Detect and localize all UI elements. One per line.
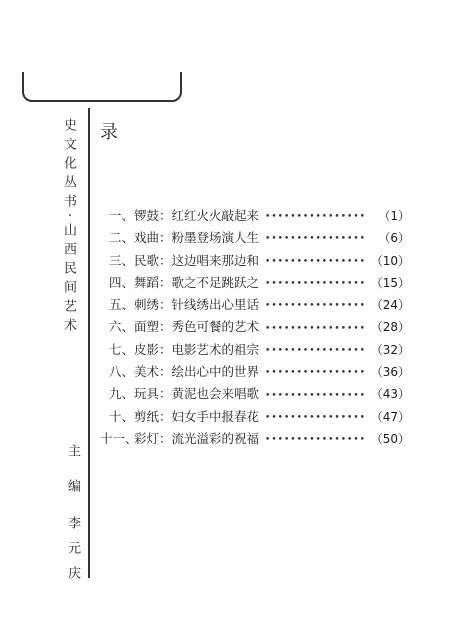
toc-leader-dots bbox=[265, 368, 366, 378]
toc-title: 针线绣出心里话 bbox=[171, 297, 260, 313]
toc-genre: 戏曲： bbox=[134, 230, 172, 246]
toc-page: （47） bbox=[370, 409, 410, 424]
toc-entry[interactable] bbox=[100, 228, 410, 250]
toc-leader-dots bbox=[265, 391, 366, 401]
toc-page: （32） bbox=[370, 342, 410, 357]
toc-title: 绘出心中的世界 bbox=[171, 364, 260, 380]
toc-leader-dots bbox=[265, 257, 366, 267]
toc-page: （50） bbox=[370, 431, 410, 446]
toc-genre: 剪纸： bbox=[134, 408, 172, 424]
toc-leader-dots bbox=[265, 234, 366, 244]
toc-title: 红红火火敲起来 bbox=[171, 208, 260, 223]
toc-title: 粉墨登场演人生 bbox=[171, 230, 260, 246]
toc-leader-dots bbox=[265, 279, 366, 289]
toc-entry[interactable] bbox=[100, 251, 410, 273]
toc-genre: 刺绣： bbox=[134, 297, 172, 313]
toc-genre: 舞蹈： bbox=[134, 274, 172, 290]
toc-page: （43） bbox=[370, 387, 410, 402]
toc-title: 流光溢彩的祝福 bbox=[171, 430, 260, 446]
toc-title: 妇女手中报春花 bbox=[171, 408, 260, 424]
toc-number: 七、 bbox=[108, 341, 134, 357]
toc-page: （36） bbox=[370, 365, 410, 380]
toc-entry[interactable] bbox=[100, 340, 410, 362]
toc-number: 八、 bbox=[108, 364, 134, 380]
toc-genre: 彩灯： bbox=[134, 430, 172, 446]
vertical-divider bbox=[88, 108, 90, 578]
toc-genre: 民歌： bbox=[134, 252, 172, 268]
toc-entry[interactable] bbox=[100, 362, 410, 384]
toc-number: 十一、 bbox=[100, 430, 138, 446]
toc-leader-dots bbox=[265, 212, 366, 222]
toc-page: （28） bbox=[370, 320, 410, 335]
toc-entry[interactable] bbox=[100, 295, 410, 317]
table-of-contents bbox=[100, 206, 410, 451]
toc-leader-dots bbox=[265, 346, 366, 356]
toc-title: 电影艺术的祖宗 bbox=[171, 341, 260, 357]
toc-page: （1） bbox=[378, 209, 410, 223]
toc-genre: 美术： bbox=[134, 364, 172, 380]
toc-number: 十、 bbox=[108, 408, 134, 424]
toc-entry[interactable] bbox=[100, 317, 410, 339]
toc-genre: 玩具： bbox=[134, 386, 172, 402]
toc-entry[interactable] bbox=[100, 206, 410, 228]
top-bracket-frame bbox=[22, 72, 182, 102]
toc-page: （24） bbox=[370, 298, 410, 313]
toc-entry[interactable] bbox=[100, 384, 410, 406]
toc-number: 二、 bbox=[108, 230, 134, 246]
toc-heading: 录 bbox=[100, 122, 118, 143]
toc-number: 六、 bbox=[108, 319, 134, 335]
editor-role: 主编 bbox=[65, 444, 80, 514]
toc-entry[interactable] bbox=[100, 273, 410, 295]
toc-page: （15） bbox=[370, 275, 410, 290]
toc-leader-dots bbox=[265, 324, 366, 334]
editor-name: 李元庆 bbox=[65, 516, 80, 591]
toc-page: （6） bbox=[378, 231, 410, 246]
toc-title: 秀色可餐的艺术 bbox=[171, 319, 260, 335]
series-title: 史文化丛书·山西民间艺术 bbox=[61, 118, 76, 338]
toc-number: 三、 bbox=[108, 252, 134, 268]
toc-genre: 锣鼓： bbox=[134, 208, 172, 223]
toc-title: 这边唱来那边和 bbox=[171, 252, 260, 268]
toc-entry[interactable] bbox=[100, 429, 410, 451]
toc-leader-dots bbox=[265, 413, 366, 423]
toc-entry[interactable] bbox=[100, 407, 410, 429]
toc-genre: 皮影： bbox=[134, 341, 172, 357]
toc-number: 五、 bbox=[108, 297, 134, 313]
toc-title: 歌之不足跳跃之 bbox=[171, 274, 260, 290]
toc-number: 四、 bbox=[108, 274, 134, 290]
toc-leader-dots bbox=[265, 301, 366, 311]
toc-page: （10） bbox=[370, 253, 410, 268]
toc-number: 九、 bbox=[108, 386, 134, 402]
toc-genre: 面塑： bbox=[134, 319, 172, 335]
toc-number: 一、 bbox=[108, 208, 134, 223]
toc-leader-dots bbox=[265, 435, 366, 445]
toc-title: 黄泥也会来唱歌 bbox=[171, 386, 260, 402]
